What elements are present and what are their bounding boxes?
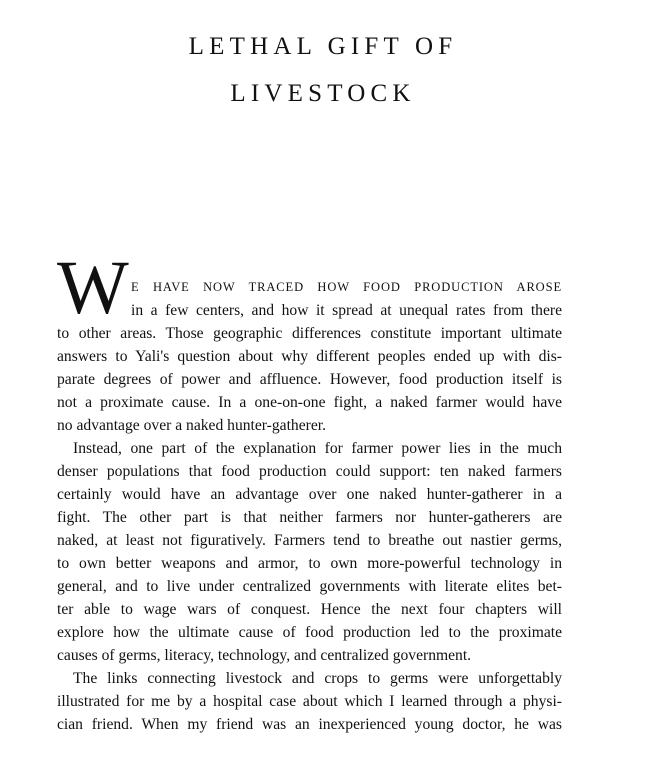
paragraph-2	[57, 437, 562, 667]
paragraph-2-line-9: explore how the ultimate cause of food production led to the proximate	[57, 624, 562, 641]
paragraph-2-line-5: naked, at least not figuratively. Farmers tend to breathe out nastier germs,	[57, 532, 562, 549]
paragraph-2-line-2: denser populations that food production could support: ten naked farmers	[57, 463, 562, 480]
paragraph-3	[57, 667, 562, 736]
paragraph-2-line-6: to own better weapons and armor, to own more-powerful technology in	[57, 555, 562, 572]
drop-cap: W	[57, 246, 129, 330]
paragraph-2-line-3: certainly would have an advantage over one naked hunter-gatherer in a	[57, 486, 562, 503]
paragraph-2-line-1: Instead, one part of the explanation for farmer power lies in the much	[73, 440, 562, 457]
paragraph-1-line-5: parate degrees of power and affluence. However, food production itself is	[57, 371, 562, 388]
paragraph-1	[57, 322, 562, 437]
paragraph-1-line-2: in a few centers, and how it spread at unequal rates from there	[131, 302, 562, 319]
paragraph-2-line-8: ter able to wage wars of conquest. Hence the next four chapters will	[57, 601, 562, 618]
paragraph-2-line-7: general, and to live under centralized governments with literate elites bet-	[57, 578, 562, 595]
paragraph-3-line-3: cian friend. When my friend was an inexperienced young doctor, he was	[57, 716, 562, 733]
paragraph-2-line-10: causes of germs, literacy, technology, and centralized government.	[57, 647, 472, 664]
paragraph-1-line-4: answers to Yali's question about why different peoples ended up with dis-	[57, 348, 562, 365]
paragraph-1-top	[131, 276, 562, 322]
chapter-title-line-2: LIVESTOCK	[230, 80, 416, 107]
paragraph-3-line-2: illustrated for me by a hospital case about which I learned through a physi-	[57, 693, 562, 710]
paragraph-1-line-7: no advantage over a naked hunter-gatherer.	[57, 417, 326, 434]
paragraph-1-line-1: E HAVE NOW TRACED HOW FOOD PRODUCTION AROSE	[131, 280, 562, 294]
paragraph-3-line-1: The links connecting livestock and crops to germs were unforgettably	[73, 670, 562, 687]
chapter-title-line-1: LETHAL GIFT OF	[188, 33, 458, 60]
paragraph-1-line-6: not a proximate cause. In a one-on-one fight, a naked farmer would have	[57, 394, 562, 411]
paragraph-2-line-4: fight. The other part is that neither farmers nor hunter-gatherers are	[57, 509, 562, 526]
paragraph-1-line-3: to other areas. Those geographic differences constitute important ultimate	[57, 325, 562, 342]
